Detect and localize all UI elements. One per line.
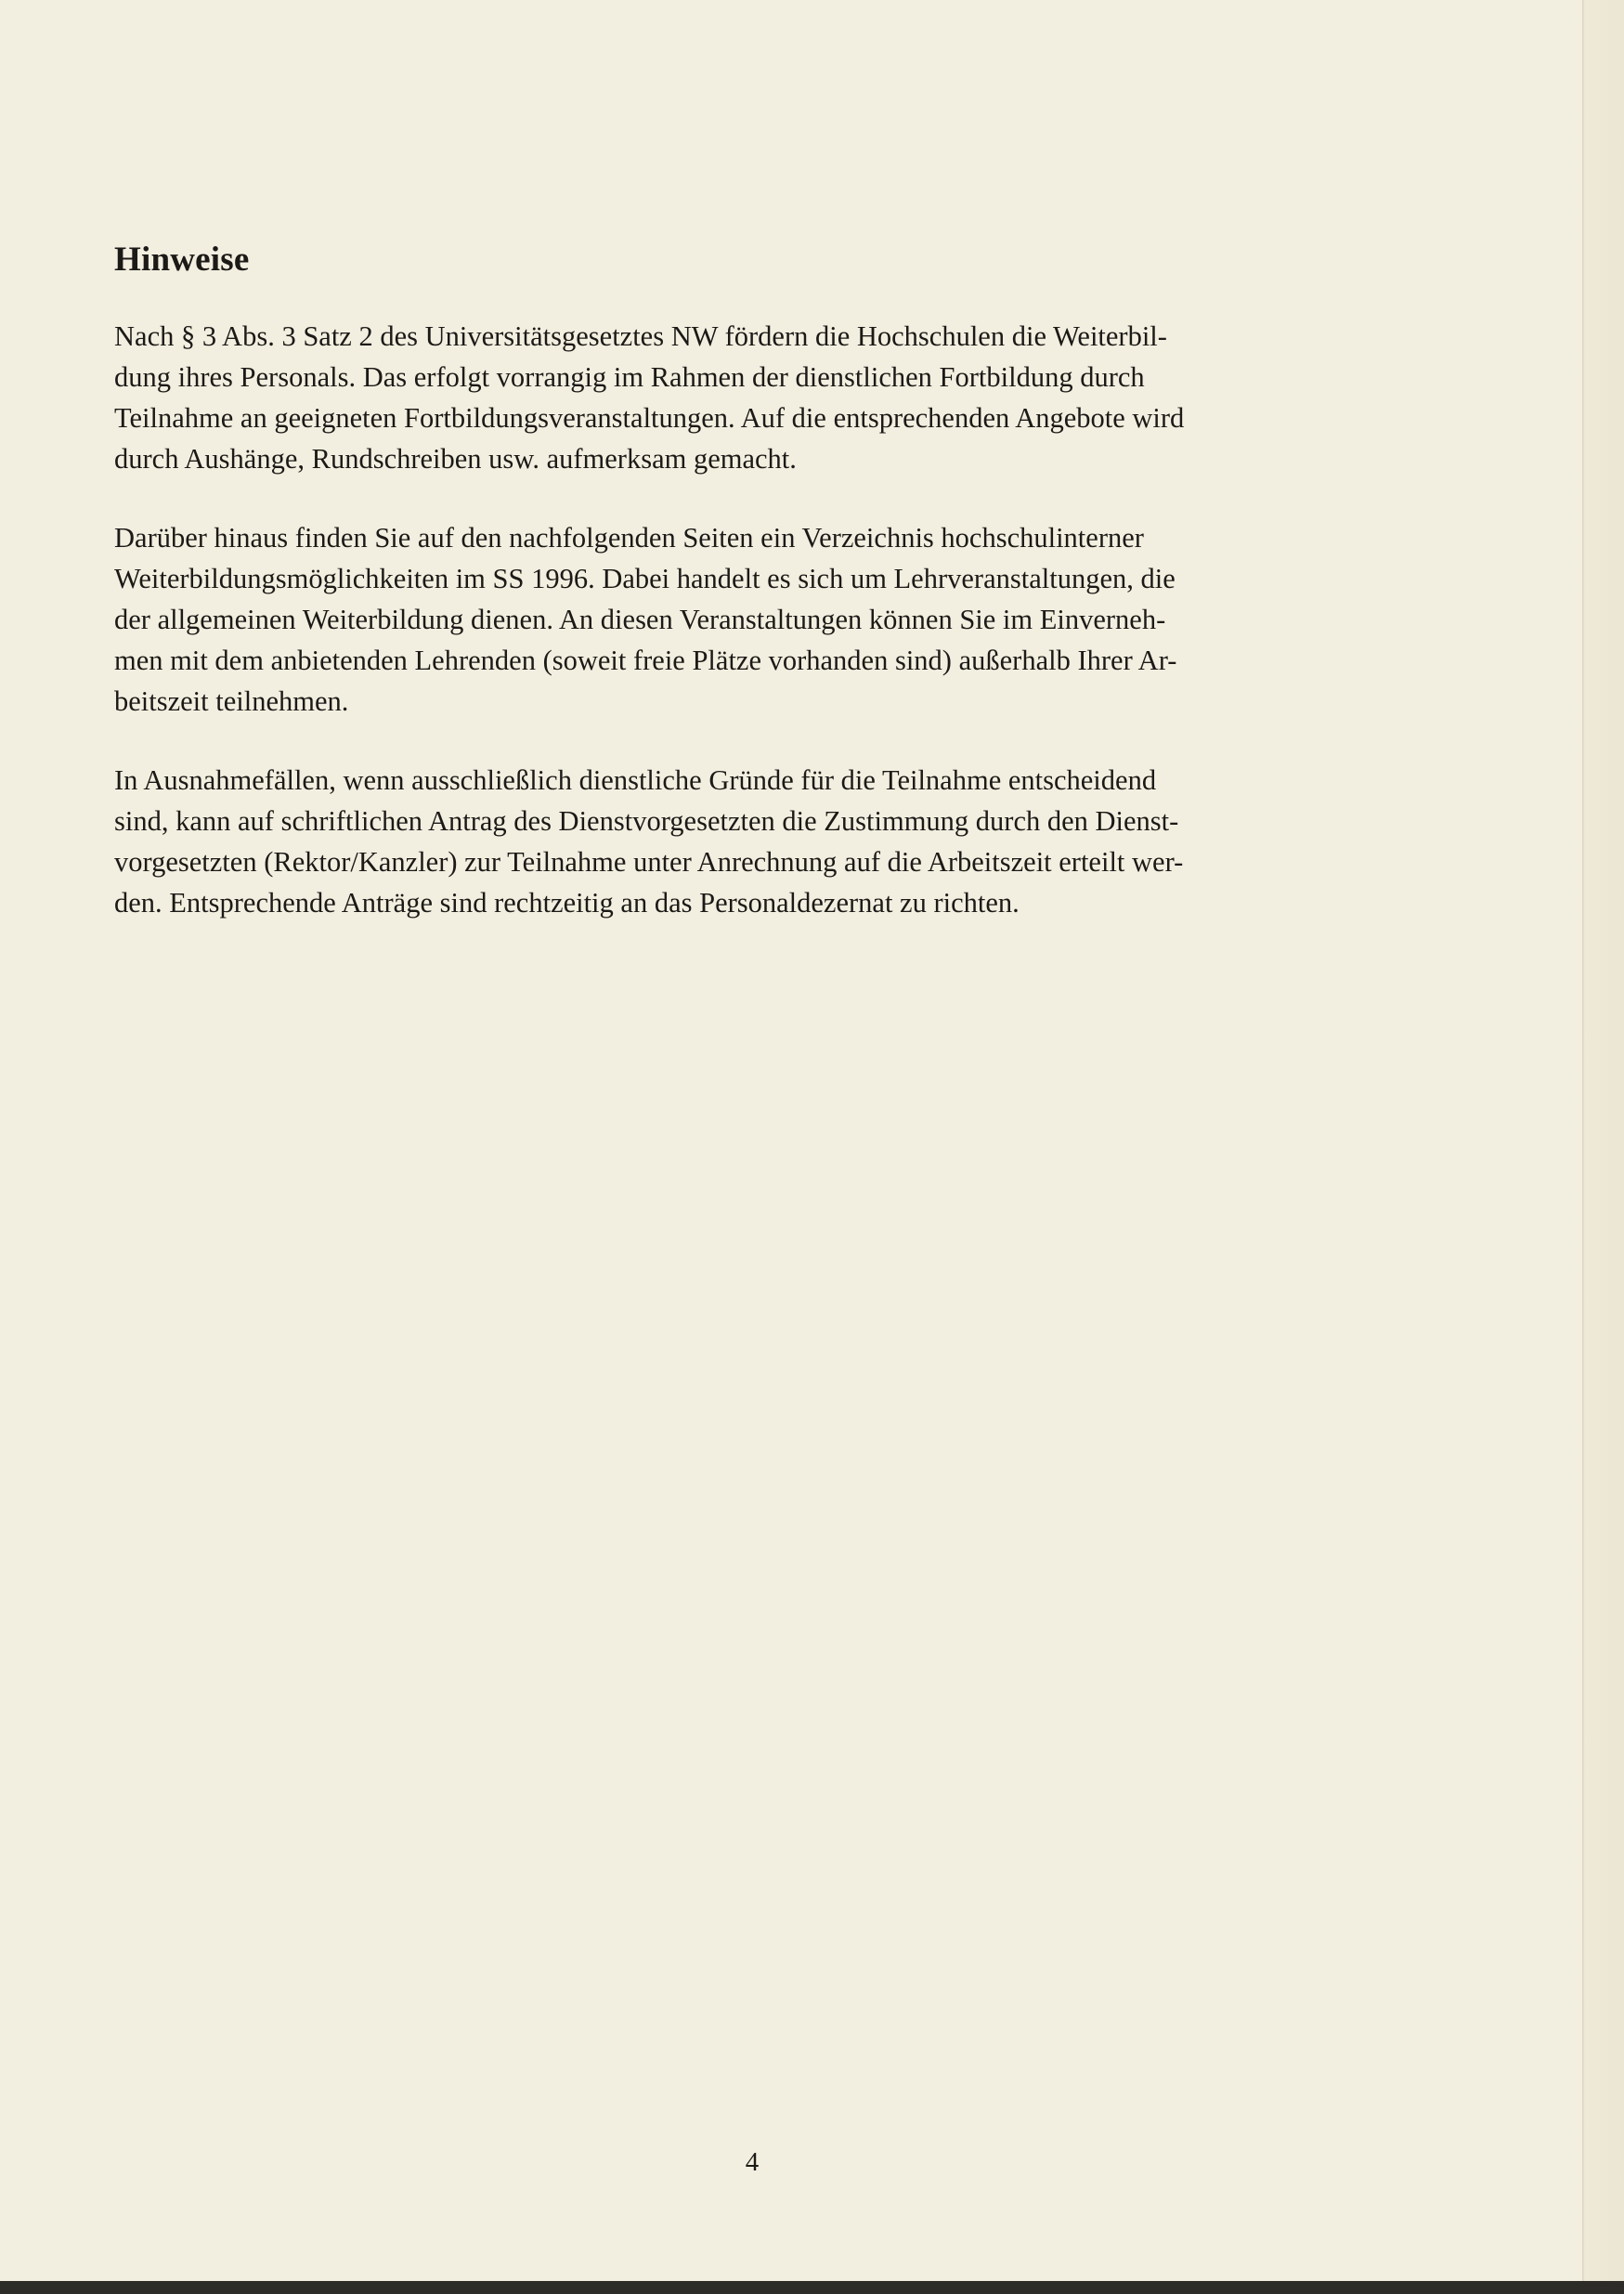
text-line: Weiterbildungsmöglichkeiten im SS 1996. Dabei handelt es sich um Lehrveranstaltungen, die: [114, 563, 1176, 594]
page-number: 4: [745, 2147, 760, 2177]
text-line: den. Entsprechende Anträge sind rechtzeitig an das Personaldezernat zu richten.: [114, 887, 1020, 919]
text-line: dung ihres Personals. Das erfolgt vorrangig im Rahmen der dienstlichen Fortbildung durch: [114, 361, 1145, 393]
paragraph-3: [114, 760, 1349, 923]
text-line: Teilnahme an geeigneten Fortbildungsveranstaltungen. Auf die entsprechenden Angebote wird: [114, 402, 1185, 434]
page-binding-edge: [1582, 0, 1624, 2294]
text-line: sind, kann auf schriftlichen Antrag des Dienstvorgesetzten die Zustimmung durch den Dienst-: [114, 805, 1179, 837]
text-line: durch Aushänge, Rundschreiben usw. aufmerksam gemacht.: [114, 443, 797, 475]
text-line: Darüber hinaus finden Sie auf den nachfolgenden Seiten ein Verzeichnis hochschulinterner: [114, 522, 1144, 554]
text-line: In Ausnahmefällen, wenn ausschließlich dienstliche Gründe für die Teilnahme entscheidend: [114, 764, 1157, 796]
page-title: Hinweise: [114, 241, 250, 279]
paragraph-2: [114, 517, 1349, 722]
text-line: der allgemeinen Weiterbildung dienen. An diesen Veranstaltungen können Sie im Einverneh-: [114, 604, 1166, 635]
paragraph-1: [114, 316, 1349, 479]
body-text: [114, 316, 1349, 961]
text-line: Nach § 3 Abs. 3 Satz 2 des Universitätsgesetztes NW fördern die Hochschulen die Weiterbil-: [114, 320, 1167, 352]
text-line: beitszeit teilnehmen.: [114, 685, 349, 717]
text-line: men mit dem anbietenden Lehrenden (soweit freie Plätze vorhanden sind) außerhalb Ihrer Ar-: [114, 645, 1177, 676]
scan-bottom-edge: [0, 2281, 1624, 2294]
text-line: vorgesetzten (Rektor/Kanzler) zur Teilnahme unter Anrechnung auf die Arbeitszeit erteilt wer-: [114, 846, 1184, 878]
